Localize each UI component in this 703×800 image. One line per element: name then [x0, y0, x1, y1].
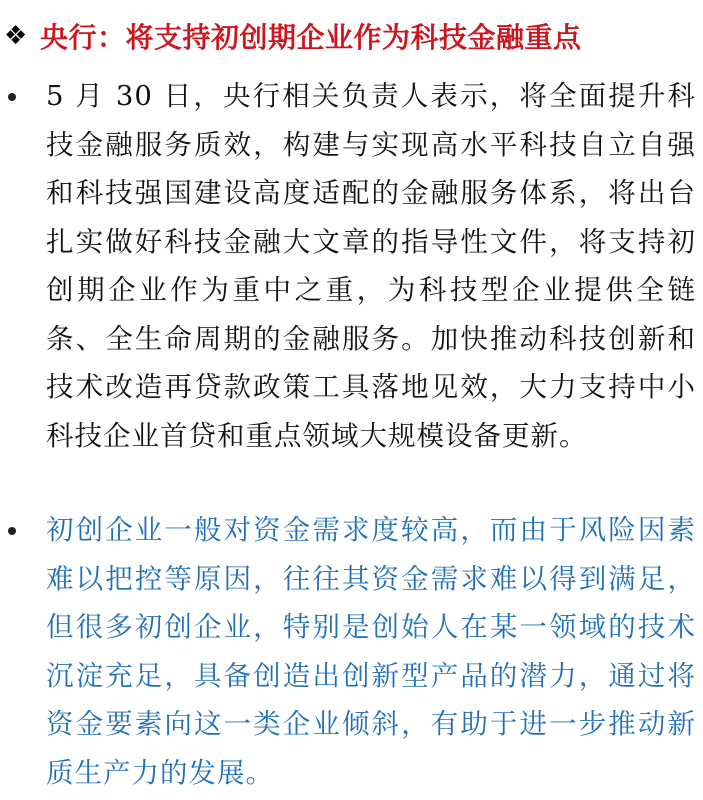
slide-title: 央行：将支持初创期企业作为科技金融重点: [40, 21, 582, 54]
bullet-dot-icon: [8, 527, 16, 535]
bullet-dot-icon: [8, 93, 16, 101]
slide-heading: [4, 8, 694, 64]
bullet-text-2: 初创企业一般对资金需求度较高，而由于风险因素难以把控等原因，往往其资金需求难以得到满足，但很多初创企业，特别是创始人在某一领域的技术沉淀充足，具备创造出创新型产品的潜力，通过将资金要素向这一类企业倾斜，有助于进一步推动新质生产力的发展。: [46, 514, 696, 789]
diamond-bullet-icon: ❖: [4, 21, 28, 51]
bullet-text-1: 5 月 30 日，央行相关负责人表示，将全面提升科技金融服务质效，构建与实现高水平科技自立自强和科技强国建设高度适配的金融服务体系，将出台扎实做好科技金融大文章的指导性文件，将支持初创期企业作为重中之重，为科技型企业提供全链条、全生命周期的金融服务。加快推动科技创新和技术改造再贷款政策工具落地见效，大力支持中小科技企业首贷和重点领域大规模设备更新。: [46, 80, 696, 452]
